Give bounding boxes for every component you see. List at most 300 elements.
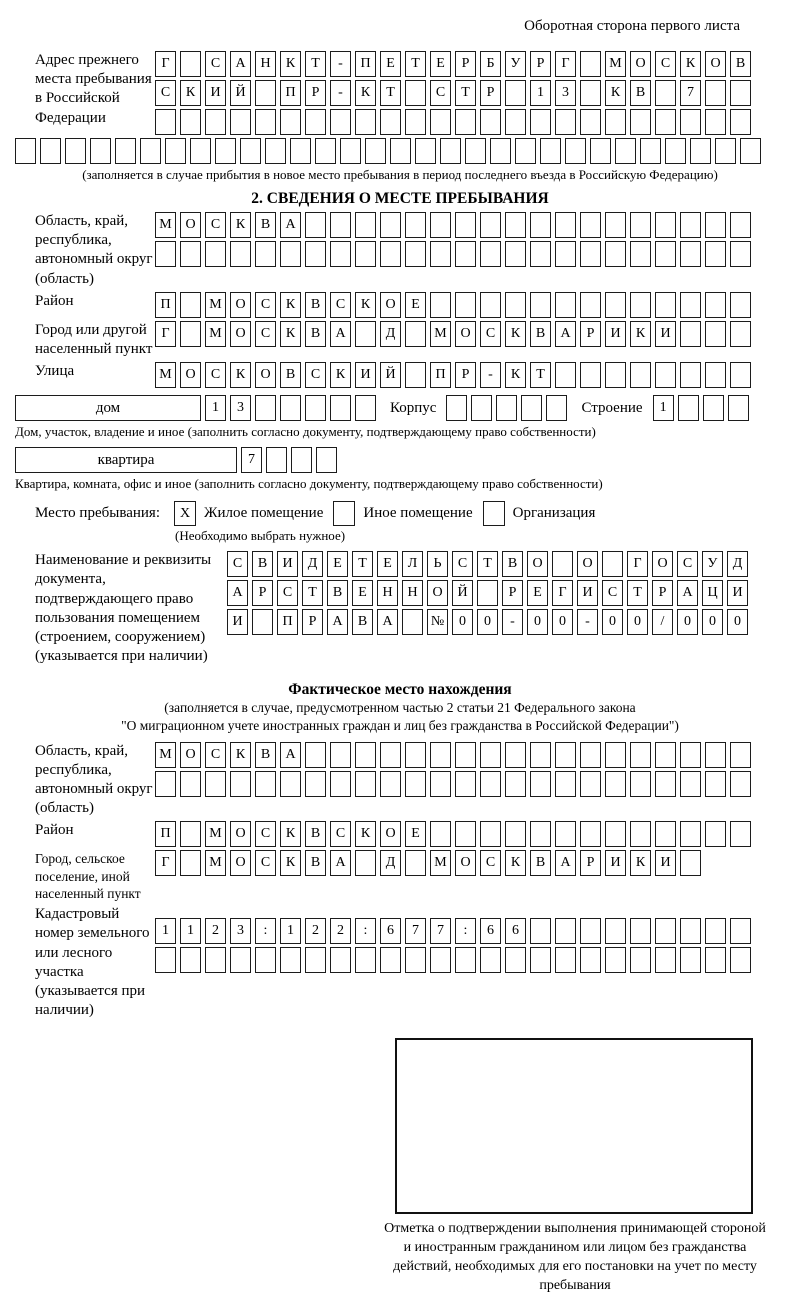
char-cell[interactable] — [180, 109, 201, 135]
char-cell[interactable] — [665, 138, 686, 164]
char-cell[interactable] — [365, 138, 386, 164]
char-cell[interactable] — [505, 771, 526, 797]
char-cell[interactable] — [530, 109, 551, 135]
char-cell[interactable]: М — [605, 51, 626, 77]
char-cell[interactable] — [730, 292, 751, 318]
char-cell[interactable] — [630, 742, 651, 768]
char-cell[interactable]: К — [355, 292, 376, 318]
char-cell[interactable]: / — [652, 609, 673, 635]
char-cell[interactable] — [730, 771, 751, 797]
char-cell[interactable] — [155, 771, 176, 797]
char-cell[interactable]: Р — [580, 850, 601, 876]
char-cell[interactable] — [555, 947, 576, 973]
char-cell[interactable] — [515, 138, 536, 164]
char-cell[interactable] — [355, 212, 376, 238]
char-cell[interactable]: Р — [305, 80, 326, 106]
char-cell[interactable]: К — [280, 292, 301, 318]
char-cell[interactable]: В — [630, 80, 651, 106]
char-cell[interactable] — [655, 947, 676, 973]
char-cell[interactable] — [440, 138, 461, 164]
char-cell[interactable] — [480, 947, 501, 973]
char-cell[interactable] — [405, 109, 426, 135]
char-cell[interactable] — [355, 771, 376, 797]
char-cell[interactable] — [415, 138, 436, 164]
char-cell[interactable] — [580, 241, 601, 267]
char-cell[interactable]: В — [305, 850, 326, 876]
char-cell[interactable] — [555, 362, 576, 388]
char-cell[interactable] — [405, 362, 426, 388]
char-cell[interactable] — [740, 138, 761, 164]
char-cell[interactable]: С — [677, 551, 698, 577]
char-cell[interactable] — [455, 241, 476, 267]
char-cell[interactable]: С — [452, 551, 473, 577]
char-cell[interactable]: А — [377, 609, 398, 635]
char-cell[interactable]: 1 — [205, 395, 226, 421]
char-cell[interactable] — [380, 742, 401, 768]
char-cell[interactable]: О — [455, 850, 476, 876]
char-cell[interactable] — [680, 850, 701, 876]
char-cell[interactable]: С — [330, 821, 351, 847]
char-cell[interactable]: О — [180, 362, 201, 388]
char-cell[interactable] — [430, 109, 451, 135]
char-cell[interactable] — [530, 292, 551, 318]
char-cell[interactable]: Р — [480, 80, 501, 106]
char-cell[interactable] — [730, 362, 751, 388]
char-cell[interactable] — [180, 771, 201, 797]
char-cell[interactable]: С — [305, 362, 326, 388]
char-cell[interactable] — [180, 241, 201, 267]
char-cell[interactable] — [252, 609, 273, 635]
char-cell[interactable]: В — [730, 51, 751, 77]
char-cell[interactable]: Г — [627, 551, 648, 577]
char-cell[interactable] — [630, 292, 651, 318]
char-cell[interactable]: 7 — [241, 447, 262, 473]
char-cell[interactable] — [405, 850, 426, 876]
char-cell[interactable]: Н — [255, 51, 276, 77]
char-cell[interactable]: П — [155, 292, 176, 318]
char-cell[interactable] — [205, 109, 226, 135]
char-cell[interactable] — [680, 947, 701, 973]
char-cell[interactable] — [205, 241, 226, 267]
char-cell[interactable] — [255, 80, 276, 106]
char-cell[interactable]: Т — [530, 362, 551, 388]
char-cell[interactable] — [605, 292, 626, 318]
char-cell[interactable] — [505, 742, 526, 768]
char-cell[interactable]: С — [480, 321, 501, 347]
char-cell[interactable] — [340, 138, 361, 164]
char-cell[interactable]: 1 — [653, 395, 674, 421]
char-cell[interactable]: К — [630, 850, 651, 876]
char-cell[interactable]: С — [480, 850, 501, 876]
char-cell[interactable] — [580, 362, 601, 388]
char-cell[interactable]: М — [205, 821, 226, 847]
char-cell[interactable]: И — [605, 850, 626, 876]
char-cell[interactable] — [730, 947, 751, 973]
char-cell[interactable]: К — [330, 362, 351, 388]
char-cell[interactable]: Р — [455, 362, 476, 388]
char-cell[interactable] — [630, 821, 651, 847]
char-cell[interactable] — [430, 821, 451, 847]
char-cell[interactable] — [455, 771, 476, 797]
char-cell[interactable]: 0 — [527, 609, 548, 635]
char-cell[interactable]: 6 — [380, 918, 401, 944]
char-cell[interactable]: О — [577, 551, 598, 577]
char-cell[interactable] — [680, 109, 701, 135]
char-cell[interactable] — [380, 212, 401, 238]
char-cell[interactable]: М — [205, 850, 226, 876]
char-cell[interactable] — [655, 821, 676, 847]
char-cell[interactable] — [680, 212, 701, 238]
char-cell[interactable]: Р — [652, 580, 673, 606]
char-cell[interactable]: 6 — [505, 918, 526, 944]
char-cell[interactable]: 7 — [430, 918, 451, 944]
char-cell[interactable] — [602, 551, 623, 577]
char-cell[interactable] — [230, 241, 251, 267]
char-cell[interactable] — [590, 138, 611, 164]
char-cell[interactable]: Т — [627, 580, 648, 606]
char-cell[interactable]: В — [305, 292, 326, 318]
char-cell[interactable] — [655, 362, 676, 388]
char-cell[interactable] — [580, 212, 601, 238]
char-cell[interactable]: К — [680, 51, 701, 77]
char-cell[interactable] — [430, 241, 451, 267]
char-cell[interactable] — [730, 321, 751, 347]
char-cell[interactable] — [680, 742, 701, 768]
char-cell[interactable] — [480, 212, 501, 238]
char-cell[interactable] — [705, 292, 726, 318]
char-cell[interactable]: Т — [380, 80, 401, 106]
char-cell[interactable] — [655, 212, 676, 238]
char-cell[interactable]: О — [455, 321, 476, 347]
char-cell[interactable]: О — [230, 850, 251, 876]
residential-checkbox[interactable]: X — [174, 501, 196, 526]
char-cell[interactable] — [730, 742, 751, 768]
char-cell[interactable]: 3 — [230, 395, 251, 421]
char-cell[interactable]: Н — [402, 580, 423, 606]
char-cell[interactable]: О — [230, 292, 251, 318]
char-cell[interactable]: Р — [502, 580, 523, 606]
char-cell[interactable] — [280, 395, 301, 421]
char-cell[interactable]: И — [227, 609, 248, 635]
char-cell[interactable]: О — [255, 362, 276, 388]
char-cell[interactable]: 2 — [330, 918, 351, 944]
char-cell[interactable] — [580, 80, 601, 106]
char-cell[interactable]: Е — [380, 51, 401, 77]
char-cell[interactable] — [565, 138, 586, 164]
char-cell[interactable] — [630, 241, 651, 267]
char-cell[interactable] — [580, 918, 601, 944]
char-cell[interactable]: В — [255, 212, 276, 238]
char-cell[interactable] — [705, 742, 726, 768]
char-cell[interactable] — [705, 80, 726, 106]
char-cell[interactable] — [505, 109, 526, 135]
char-cell[interactable]: С — [255, 850, 276, 876]
char-cell[interactable] — [305, 109, 326, 135]
char-cell[interactable]: 0 — [477, 609, 498, 635]
char-cell[interactable]: О — [230, 821, 251, 847]
char-cell[interactable] — [540, 138, 561, 164]
char-cell[interactable]: Т — [477, 551, 498, 577]
char-cell[interactable] — [730, 212, 751, 238]
char-cell[interactable] — [140, 138, 161, 164]
char-cell[interactable] — [580, 51, 601, 77]
char-cell[interactable]: 3 — [230, 918, 251, 944]
char-cell[interactable]: Е — [430, 51, 451, 77]
char-cell[interactable]: У — [505, 51, 526, 77]
char-cell[interactable] — [115, 138, 136, 164]
char-cell[interactable]: О — [527, 551, 548, 577]
char-cell[interactable] — [605, 947, 626, 973]
char-cell[interactable] — [480, 742, 501, 768]
char-cell[interactable]: Е — [405, 821, 426, 847]
char-cell[interactable] — [405, 947, 426, 973]
char-cell[interactable]: К — [280, 850, 301, 876]
char-cell[interactable]: А — [555, 850, 576, 876]
char-cell[interactable] — [280, 771, 301, 797]
char-cell[interactable] — [530, 212, 551, 238]
char-cell[interactable] — [678, 395, 699, 421]
char-cell[interactable]: Р — [580, 321, 601, 347]
char-cell[interactable] — [15, 138, 36, 164]
char-cell[interactable]: О — [230, 321, 251, 347]
char-cell[interactable]: С — [205, 362, 226, 388]
char-cell[interactable] — [680, 321, 701, 347]
char-cell[interactable] — [390, 138, 411, 164]
char-cell[interactable] — [480, 821, 501, 847]
char-cell[interactable]: Г — [155, 321, 176, 347]
char-cell[interactable]: О — [380, 821, 401, 847]
char-cell[interactable]: С — [227, 551, 248, 577]
char-cell[interactable]: А — [555, 321, 576, 347]
char-cell[interactable]: Р — [530, 51, 551, 77]
char-cell[interactable]: П — [155, 821, 176, 847]
char-cell[interactable]: П — [280, 80, 301, 106]
char-cell[interactable] — [490, 138, 511, 164]
char-cell[interactable]: С — [602, 580, 623, 606]
char-cell[interactable] — [630, 109, 651, 135]
char-cell[interactable]: Е — [377, 551, 398, 577]
char-cell[interactable]: П — [277, 609, 298, 635]
char-cell[interactable] — [230, 947, 251, 973]
char-cell[interactable] — [355, 742, 376, 768]
char-cell[interactable] — [430, 292, 451, 318]
char-cell[interactable] — [505, 80, 526, 106]
char-cell[interactable] — [430, 947, 451, 973]
char-cell[interactable] — [305, 212, 326, 238]
char-cell[interactable] — [155, 241, 176, 267]
char-cell[interactable]: О — [427, 580, 448, 606]
char-cell[interactable]: Т — [305, 51, 326, 77]
char-cell[interactable] — [355, 109, 376, 135]
char-cell[interactable]: Е — [405, 292, 426, 318]
char-cell[interactable] — [230, 109, 251, 135]
char-cell[interactable] — [471, 395, 492, 421]
char-cell[interactable]: В — [252, 551, 273, 577]
char-cell[interactable] — [380, 109, 401, 135]
char-cell[interactable] — [630, 918, 651, 944]
char-cell[interactable]: В — [530, 321, 551, 347]
char-cell[interactable] — [703, 395, 724, 421]
char-cell[interactable]: Д — [380, 321, 401, 347]
char-cell[interactable] — [705, 918, 726, 944]
char-cell[interactable]: 0 — [552, 609, 573, 635]
char-cell[interactable]: - — [577, 609, 598, 635]
char-cell[interactable]: № — [427, 609, 448, 635]
char-cell[interactable] — [455, 821, 476, 847]
char-cell[interactable] — [552, 551, 573, 577]
char-cell[interactable]: Е — [352, 580, 373, 606]
char-cell[interactable] — [505, 212, 526, 238]
char-cell[interactable] — [580, 821, 601, 847]
char-cell[interactable]: К — [505, 321, 526, 347]
char-cell[interactable]: К — [280, 821, 301, 847]
char-cell[interactable]: О — [180, 742, 201, 768]
char-cell[interactable]: 1 — [180, 918, 201, 944]
char-cell[interactable] — [705, 821, 726, 847]
char-cell[interactable] — [380, 947, 401, 973]
char-cell[interactable]: К — [180, 80, 201, 106]
char-cell[interactable] — [580, 947, 601, 973]
char-cell[interactable] — [480, 771, 501, 797]
char-cell[interactable] — [280, 947, 301, 973]
char-cell[interactable]: П — [355, 51, 376, 77]
char-cell[interactable]: 0 — [452, 609, 473, 635]
char-cell[interactable]: К — [505, 850, 526, 876]
char-cell[interactable] — [555, 109, 576, 135]
char-cell[interactable] — [180, 292, 201, 318]
char-cell[interactable]: В — [502, 551, 523, 577]
char-cell[interactable]: И — [655, 321, 676, 347]
char-cell[interactable]: 0 — [702, 609, 723, 635]
char-cell[interactable] — [430, 771, 451, 797]
char-cell[interactable]: 1 — [280, 918, 301, 944]
char-cell[interactable] — [180, 821, 201, 847]
char-cell[interactable]: К — [280, 51, 301, 77]
char-cell[interactable] — [680, 771, 701, 797]
char-cell[interactable] — [215, 138, 236, 164]
char-cell[interactable]: А — [280, 212, 301, 238]
char-cell[interactable]: А — [330, 850, 351, 876]
char-cell[interactable]: С — [255, 821, 276, 847]
char-cell[interactable] — [280, 241, 301, 267]
char-cell[interactable] — [255, 771, 276, 797]
char-cell[interactable] — [330, 109, 351, 135]
char-cell[interactable] — [291, 447, 312, 473]
char-cell[interactable]: И — [727, 580, 748, 606]
char-cell[interactable] — [280, 109, 301, 135]
char-cell[interactable]: В — [305, 821, 326, 847]
char-cell[interactable] — [680, 362, 701, 388]
char-cell[interactable]: К — [505, 362, 526, 388]
char-cell[interactable]: М — [155, 742, 176, 768]
char-cell[interactable]: И — [355, 362, 376, 388]
char-cell[interactable]: : — [255, 918, 276, 944]
char-cell[interactable] — [446, 395, 467, 421]
char-cell[interactable] — [705, 771, 726, 797]
char-cell[interactable]: Т — [455, 80, 476, 106]
char-cell[interactable] — [155, 109, 176, 135]
char-cell[interactable] — [555, 821, 576, 847]
char-cell[interactable] — [255, 241, 276, 267]
char-cell[interactable]: К — [605, 80, 626, 106]
char-cell[interactable]: К — [355, 821, 376, 847]
char-cell[interactable]: В — [280, 362, 301, 388]
char-cell[interactable] — [655, 241, 676, 267]
char-cell[interactable] — [730, 80, 751, 106]
char-cell[interactable] — [255, 109, 276, 135]
char-cell[interactable]: : — [455, 918, 476, 944]
char-cell[interactable] — [580, 109, 601, 135]
char-cell[interactable] — [290, 138, 311, 164]
char-cell[interactable] — [546, 395, 567, 421]
char-cell[interactable]: Ц — [702, 580, 723, 606]
char-cell[interactable] — [430, 212, 451, 238]
char-cell[interactable] — [555, 241, 576, 267]
char-cell[interactable]: Т — [405, 51, 426, 77]
char-cell[interactable]: А — [230, 51, 251, 77]
char-cell[interactable]: Р — [252, 580, 273, 606]
char-cell[interactable] — [205, 771, 226, 797]
char-cell[interactable] — [305, 771, 326, 797]
char-cell[interactable]: М — [205, 292, 226, 318]
char-cell[interactable] — [730, 918, 751, 944]
char-cell[interactable] — [655, 80, 676, 106]
char-cell[interactable]: Й — [452, 580, 473, 606]
char-cell[interactable] — [255, 947, 276, 973]
char-cell[interactable]: С — [277, 580, 298, 606]
char-cell[interactable] — [605, 109, 626, 135]
char-cell[interactable]: 1 — [530, 80, 551, 106]
char-cell[interactable] — [605, 918, 626, 944]
char-cell[interactable]: К — [630, 321, 651, 347]
char-cell[interactable]: Т — [352, 551, 373, 577]
char-cell[interactable] — [330, 771, 351, 797]
organization-checkbox[interactable] — [483, 501, 505, 526]
char-cell[interactable]: А — [677, 580, 698, 606]
char-cell[interactable] — [705, 321, 726, 347]
char-cell[interactable]: М — [155, 362, 176, 388]
char-cell[interactable] — [730, 109, 751, 135]
apartment-box[interactable]: квартира — [15, 447, 237, 473]
char-cell[interactable]: 0 — [677, 609, 698, 635]
char-cell[interactable] — [605, 362, 626, 388]
char-cell[interactable]: И — [277, 551, 298, 577]
char-cell[interactable] — [430, 742, 451, 768]
char-cell[interactable]: М — [155, 212, 176, 238]
char-cell[interactable] — [305, 241, 326, 267]
char-cell[interactable] — [265, 138, 286, 164]
char-cell[interactable] — [715, 138, 736, 164]
char-cell[interactable]: К — [230, 742, 251, 768]
char-cell[interactable] — [402, 609, 423, 635]
char-cell[interactable] — [630, 362, 651, 388]
char-cell[interactable]: С — [205, 212, 226, 238]
char-cell[interactable]: 2 — [305, 918, 326, 944]
char-cell[interactable] — [705, 241, 726, 267]
char-cell[interactable]: О — [652, 551, 673, 577]
char-cell[interactable] — [180, 51, 201, 77]
char-cell[interactable]: К — [355, 80, 376, 106]
char-cell[interactable] — [728, 395, 749, 421]
char-cell[interactable]: - — [330, 80, 351, 106]
char-cell[interactable] — [305, 742, 326, 768]
char-cell[interactable]: Й — [230, 80, 251, 106]
char-cell[interactable]: В — [530, 850, 551, 876]
char-cell[interactable]: 6 — [480, 918, 501, 944]
char-cell[interactable] — [480, 109, 501, 135]
char-cell[interactable]: Г — [552, 580, 573, 606]
char-cell[interactable] — [465, 138, 486, 164]
